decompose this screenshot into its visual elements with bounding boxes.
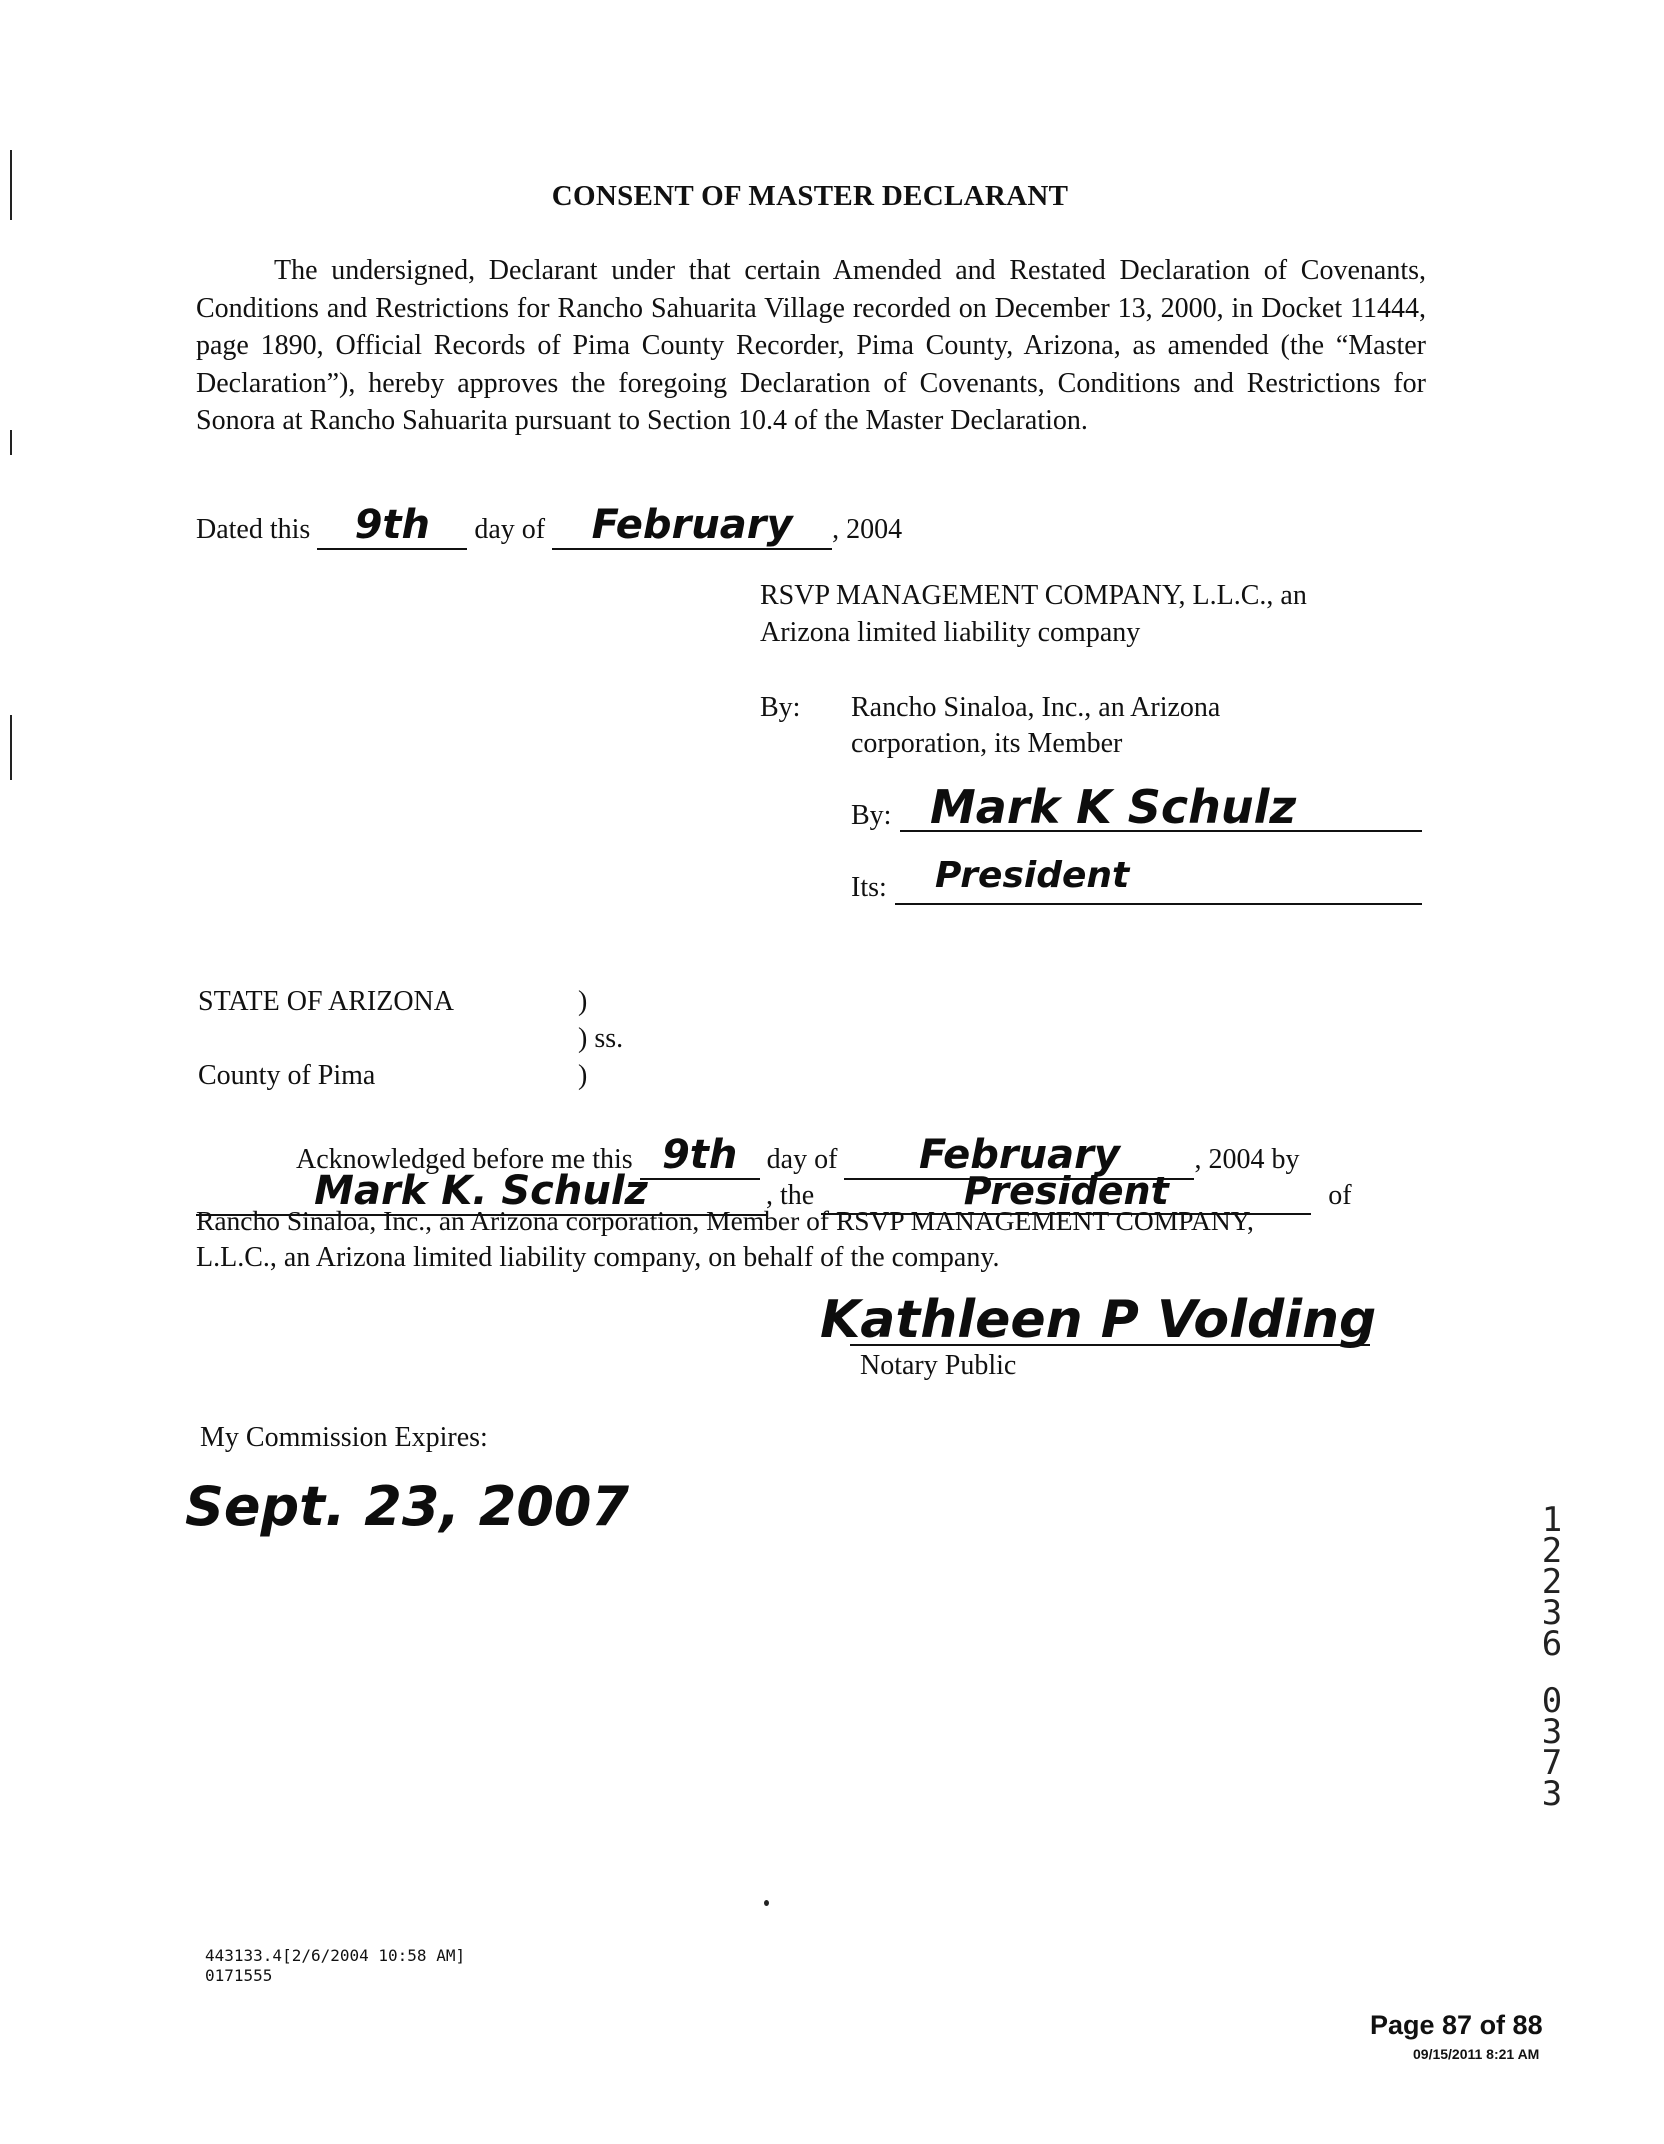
stamp-digit: 2 [1541,1531,1563,1571]
its-label: Its: [851,872,887,903]
its-line [895,903,1422,905]
dated-day: 9th [317,502,467,550]
ack-title: President [821,1169,1311,1215]
stamp-digit: 3 [1541,1712,1563,1752]
declarant-name-line2: Arizona limited liability company [760,617,1141,648]
president-signature: Mark K Schulz [930,780,1297,834]
stamp-digit: 3 [1541,1593,1563,1633]
stamp-digit: 6 [1541,1624,1563,1664]
by-label: By: [760,692,801,723]
ack-line3: Rancho Sinaloa, Inc., an Arizona corporation, Member of RSVP MANAGEMENT COMPANY, [196,1205,1254,1236]
ack-month: February [844,1132,1194,1180]
notary-signature-line [850,1344,1370,1346]
scan-margin-mark [10,430,12,455]
ack-day-of: day of [766,1144,838,1175]
member-line1: Rancho Sinaloa, Inc., an Arizona [851,692,1221,723]
ack-prefix: Acknowledged before me this [296,1144,633,1175]
declarant-name-line1: RSVP MANAGEMENT COMPANY, L.L.C., an [760,580,1307,611]
consent-paragraph: The undersigned, Declarant under that certain Amended and Restated Declaration of Covenants, Conditions and Restrictions for Rancho Sahuarita Village recorded on December 13, 2000, in Docket 11444, page 1890, Official Records of Pima County Recorder, Pima County, Arizona, as amended (the “Master Declaration”), hereby approves the foregoing Declaration of Covenants, Conditions and Restrictions for Sonora at Rancho Sahuarita pursuant to Section 10.4 of the Master Declaration. [196,255,1426,436]
venue-paren: ) [578,1060,588,1091]
dated-line [196,502,902,550]
scan-dot [764,1900,769,1906]
dated-day-of: day of [474,514,546,545]
ack-of: of [1328,1180,1352,1211]
stamp-digit: 1 [1541,1500,1563,1540]
ack-year: , 2004 by [1194,1144,1300,1175]
dated-year: , 2004 [832,514,903,545]
document-title: CONSENT OF MASTER DECLARANT [551,180,1069,212]
page-number: Page 87 of 88 [1370,2010,1543,2040]
stamp-digit: 3 [1541,1774,1563,1814]
venue-state: STATE OF ARIZONA [198,986,454,1017]
its-value: President [935,855,1130,896]
signature-by-label: By: [851,800,892,831]
footer-doc-code: 0171555 [205,1966,273,1985]
venue-ss: ) ss. [578,1023,624,1054]
ack-the: , the [766,1180,815,1211]
notary-signature: Kathleen P Volding [820,1290,1377,1350]
venue-county: County of Pima [198,1060,376,1091]
ack-name: Mark K. Schulz [196,1168,766,1216]
page-timestamp: 09/15/2011 8:21 AM [1413,2046,1540,2062]
footer-doc-ref: 443133.4[2/6/2004 10:58 AM] [205,1946,466,1965]
dated-month: February [552,502,832,550]
venue-paren: ) [578,986,588,1017]
stamp-digit: 2 [1541,1562,1563,1602]
scan-margin-mark [10,715,12,780]
recording-number-stamp [1532,1500,1572,1814]
notary-label: Notary Public [860,1350,1017,1381]
stamp-digit: 7 [1541,1743,1563,1783]
member-line2: corporation, its Member [851,728,1123,759]
commission-label: My Commission Expires: [200,1422,488,1453]
stamp-digit: 0 [1541,1681,1563,1721]
ack-day: 9th [640,1132,760,1180]
ack-line4: L.L.C., an Arizona limited liability company, on behalf of the company. [196,1242,1000,1273]
commission-date: Sept. 23, 2007 [185,1475,630,1538]
dated-prefix: Dated this [196,514,311,545]
